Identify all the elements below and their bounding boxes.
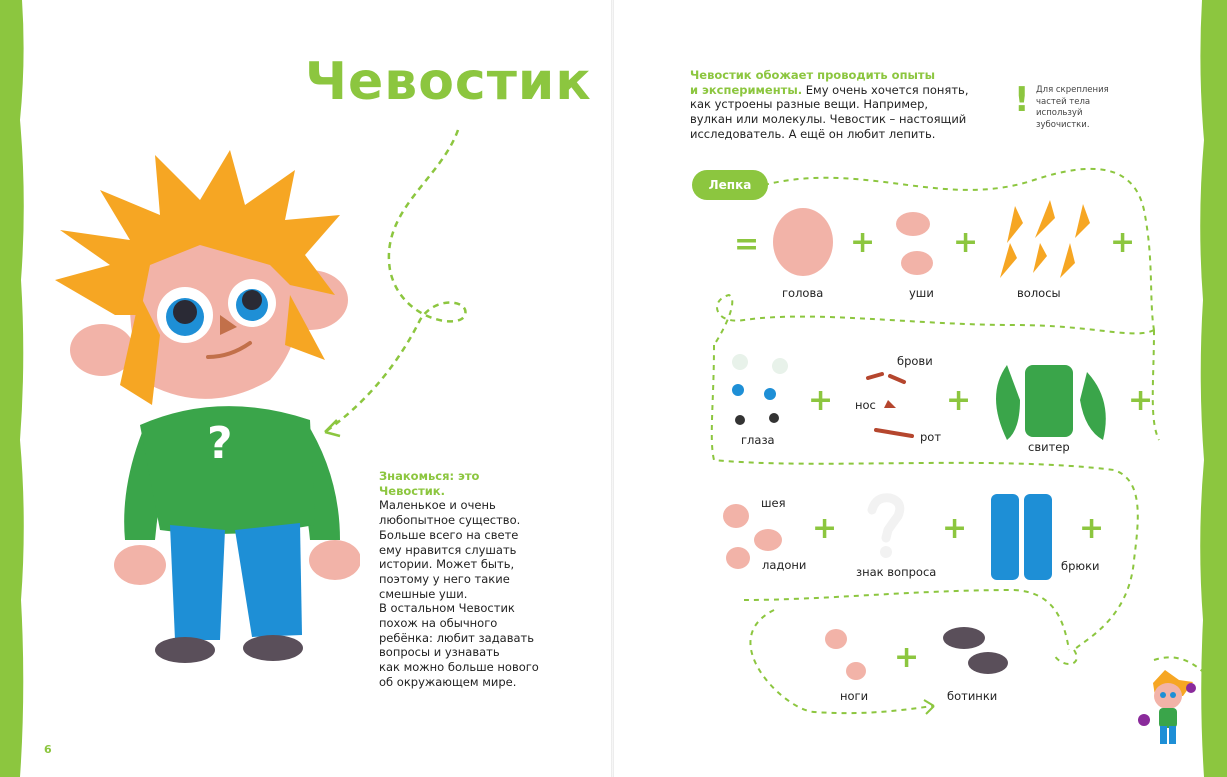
- trousers-pieces: [988, 492, 1058, 582]
- sweater-pieces: [985, 360, 1115, 445]
- equals-sign: =: [734, 227, 760, 262]
- intro-line: Больше всего на свете: [379, 527, 519, 542]
- intro-line: ребёнка: любит задавать: [379, 630, 534, 645]
- plus-sign: +: [942, 511, 968, 546]
- intro-line: любопытное существо.: [379, 513, 521, 528]
- eyes-pieces: [722, 350, 802, 430]
- intro-line: похож на обычного: [379, 616, 498, 631]
- label-trousers: брюки: [1061, 559, 1100, 573]
- label-mouth: рот: [920, 430, 942, 444]
- trousers-left: [170, 525, 225, 640]
- intro-line: смешные уши.: [379, 586, 468, 601]
- exclamation-icon: !: [1014, 80, 1030, 120]
- hair-pieces: [995, 198, 1100, 283]
- plus-sign: +: [808, 383, 834, 418]
- intro-line: как можно больше нового: [379, 660, 539, 675]
- plus-sign: +: [894, 640, 920, 675]
- right-heading-2: и эксперименты.: [690, 82, 803, 97]
- label-sweater: свитер: [1028, 440, 1070, 454]
- intro-line: Маленькое и очень: [379, 498, 496, 513]
- ears-pieces: [893, 208, 938, 280]
- right-heading-1: Чевостик обожает проводить опыты: [690, 68, 935, 82]
- plus-sign: +: [946, 383, 972, 418]
- chevostik-figure: [40, 145, 360, 675]
- tip-line: Для скрепления: [1036, 85, 1109, 95]
- tip-line: частей тела: [1036, 96, 1091, 107]
- plus-sign: +: [1128, 383, 1154, 418]
- head-piece: [770, 205, 840, 280]
- intro-line: вопросы и узнавать: [379, 645, 500, 660]
- right-text-line: исследователь. А ещё он любит лепить.: [690, 126, 936, 141]
- sweater-question-mark: ?: [207, 418, 233, 469]
- right-text-line: как устроены разные вещи. Например,: [690, 97, 929, 112]
- label-eyes: глаза: [741, 433, 775, 447]
- label-nose: нос: [855, 398, 876, 412]
- intro-line: истории. Может быть,: [379, 557, 515, 572]
- page-title: Чевостик: [305, 52, 592, 112]
- legs-pieces: [820, 625, 870, 685]
- right-text-rest: Ему очень хочется понять,: [802, 82, 969, 97]
- intro-line: В остальном Чевостик: [379, 601, 515, 616]
- label-question-mark: знак вопроса: [856, 565, 937, 579]
- trousers-right: [235, 523, 302, 637]
- plus-sign: +: [850, 225, 876, 260]
- intro-heading: Знакомься: это Чевостик.: [379, 469, 480, 498]
- page-number: 6: [44, 743, 52, 756]
- plus-sign: +: [953, 225, 979, 260]
- boots-pieces: [938, 625, 1013, 680]
- question-mark-piece: [862, 492, 912, 562]
- label-brows: брови: [897, 354, 933, 368]
- tip-line: зубочистки.: [1036, 119, 1090, 130]
- label-neck: шея: [761, 496, 786, 510]
- plus-sign: +: [812, 511, 838, 546]
- label-palms: ладони: [762, 558, 807, 572]
- intro-line: поэтому у него такие: [379, 571, 510, 586]
- label-ears: уши: [909, 286, 934, 300]
- plus-sign: +: [1079, 511, 1105, 546]
- tip-line: используй: [1036, 108, 1083, 118]
- right-text-line: вулкан или молекулы. Чевостик – настоящий: [690, 112, 967, 127]
- plus-sign: +: [1110, 225, 1136, 260]
- small-chevostik-figure: [1135, 668, 1200, 753]
- label-legs: ноги: [840, 689, 869, 703]
- intro-line: об окружающем мире.: [379, 674, 517, 689]
- label-head: голова: [782, 286, 824, 300]
- label-hair: волосы: [1017, 286, 1061, 300]
- intro-line: ему нравится слушать: [379, 542, 517, 557]
- modeling-tag: Лепка: [692, 170, 768, 200]
- intro-text: [379, 469, 549, 690]
- label-boots: ботинки: [947, 689, 998, 703]
